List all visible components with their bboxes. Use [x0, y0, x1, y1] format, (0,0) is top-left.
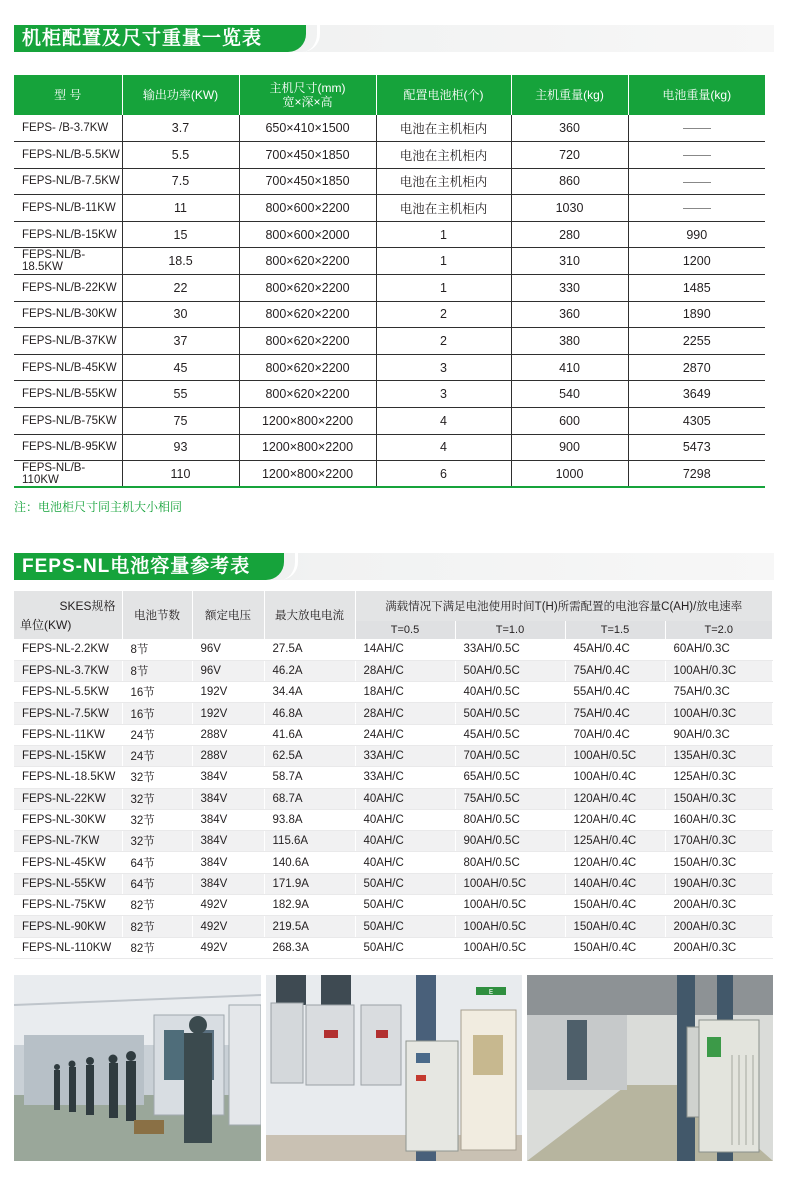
col-capacity-group: 满载情况下满足电池使用时间T(H)所需配置的电池容量C(AH)/放电速率 [355, 591, 773, 621]
cell-power: 75 [122, 408, 239, 435]
cell-battery-weight: 4305 [628, 408, 765, 435]
cell-max-current: 41.6A [264, 724, 355, 745]
cell-battery-weight [628, 115, 765, 142]
cell-cells: 32节 [122, 831, 192, 852]
cell-cap-t20: 75AH/0.3C [665, 682, 773, 703]
cell-cells: 16节 [122, 703, 192, 724]
cell-cells: 32节 [122, 788, 192, 809]
cell-model: FEPS-NL-110KW [14, 937, 122, 958]
cell-cap-t15: 55AH/0.4C [565, 682, 665, 703]
cell-battery-weight: 1890 [628, 301, 765, 328]
cell-cap-t20: 200AH/0.3C [665, 895, 773, 916]
col-t10: T=1.0 [455, 621, 565, 639]
cell-host-weight: 540 [511, 381, 628, 408]
cell-cells: 16节 [122, 682, 192, 703]
config-row [14, 142, 765, 169]
capacity-row [14, 831, 773, 852]
cell-cap-t05: 33AH/C [355, 745, 455, 766]
col-model: 型 号 [14, 75, 122, 115]
capacity-row [14, 873, 773, 894]
cell-max-current: 182.9A [264, 895, 355, 916]
photo-installed-cabinets [266, 975, 522, 1161]
cell-battery-weight: 3649 [628, 381, 765, 408]
cell-max-current: 62.5A [264, 745, 355, 766]
cell-cap-t15: 150AH/0.4C [565, 937, 665, 958]
cell-size: 800×620×2200 [239, 248, 376, 275]
cell-cap-t05: 50AH/C [355, 873, 455, 894]
cell-battery-weight: 5473 [628, 434, 765, 461]
cell-battery-weight: 1485 [628, 275, 765, 302]
cell-max-current: 68.7A [264, 788, 355, 809]
cell-model: FEPS- /B-3.7KW [14, 115, 122, 142]
capacity-row [14, 767, 773, 788]
cell-size: 1200×800×2200 [239, 461, 376, 488]
cell-cells: 32节 [122, 767, 192, 788]
cell-voltage: 492V [192, 916, 264, 937]
cell-cap-t15: 120AH/0.4C [565, 809, 665, 830]
cell-max-current: 46.8A [264, 703, 355, 724]
cell-model: FEPS-NL-11KW [14, 724, 122, 745]
cell-power: 15 [122, 221, 239, 248]
config-row [14, 354, 765, 381]
cell-host-weight: 860 [511, 168, 628, 195]
cell-model: FEPS-NL/B-18.5KW [14, 248, 122, 275]
cell-host-weight: 280 [511, 221, 628, 248]
cell-cap-t20: 150AH/0.3C [665, 852, 773, 873]
cell-cells: 82节 [122, 895, 192, 916]
cell-power: 37 [122, 328, 239, 355]
col-voltage: 额定电压 [192, 591, 264, 639]
empty-dash [683, 182, 711, 183]
cell-model: FEPS-NL/B-5.5KW [14, 142, 122, 169]
cell-host-weight: 360 [511, 301, 628, 328]
cell-battery-weight: 990 [628, 221, 765, 248]
cell-cap-t15: 140AH/0.4C [565, 873, 665, 894]
cell-voltage: 288V [192, 724, 264, 745]
col-t05: T=0.5 [355, 621, 455, 639]
cell-model: FEPS-NL-55KW [14, 873, 122, 894]
cell-cap-t05: 24AH/C [355, 724, 455, 745]
cell-model: FEPS-NL/B-7.5KW [14, 168, 122, 195]
cell-cap-t20: 160AH/0.3C [665, 809, 773, 830]
cell-cap-t05: 40AH/C [355, 788, 455, 809]
section-banner-capacity [14, 553, 774, 580]
cell-model: FEPS-NL/B-95KW [14, 434, 122, 461]
cell-voltage: 384V [192, 788, 264, 809]
cell-voltage: 96V [192, 660, 264, 681]
cell-voltage: 192V [192, 703, 264, 724]
capacity-row [14, 895, 773, 916]
cell-cap-t10: 100AH/0.5C [455, 916, 565, 937]
cell-power: 5.5 [122, 142, 239, 169]
cell-size: 1200×800×2200 [239, 434, 376, 461]
capacity-row [14, 703, 773, 724]
config-row [14, 115, 765, 142]
photo-corridor-cabinet [527, 975, 773, 1161]
config-row [14, 461, 765, 488]
cell-max-current: 34.4A [264, 682, 355, 703]
cell-model: FEPS-NL-3.7KW [14, 660, 122, 681]
capacity-row [14, 745, 773, 766]
cell-cap-t20: 90AH/0.3C [665, 724, 773, 745]
cell-host-weight: 380 [511, 328, 628, 355]
cell-cap-t10: 80AH/0.5C [455, 809, 565, 830]
col-spec [14, 591, 122, 639]
cell-cap-t10: 70AH/0.5C [455, 745, 565, 766]
cell-cap-t10: 100AH/0.5C [455, 937, 565, 958]
cell-voltage: 384V [192, 767, 264, 788]
config-row [14, 328, 765, 355]
capacity-row [14, 660, 773, 681]
cell-power: 11 [122, 195, 239, 222]
cell-host-weight: 1030 [511, 195, 628, 222]
cell-model: FEPS-NL/B-110KW [14, 461, 122, 488]
cell-host-weight: 600 [511, 408, 628, 435]
capacity-row [14, 682, 773, 703]
cell-cap-t05: 18AH/C [355, 682, 455, 703]
cell-cap-t15: 150AH/0.4C [565, 916, 665, 937]
cell-battery: 4 [376, 408, 511, 435]
unit-label: 单位(KW) [20, 618, 72, 632]
cell-battery: 电池在主机柜内 [376, 142, 511, 169]
col-cells: 电池节数 [122, 591, 192, 639]
cell-cells: 82节 [122, 937, 192, 958]
col-size-line2: 宽×深×高 [282, 95, 333, 109]
section-title-config: 机柜配置及尺寸重量一览表 [14, 25, 306, 52]
col-host-weight: 主机重量(kg) [511, 75, 628, 115]
cell-cap-t20: 100AH/0.3C [665, 660, 773, 681]
cell-model: FEPS-NL-90KW [14, 916, 122, 937]
cell-cap-t10: 65AH/0.5C [455, 767, 565, 788]
cell-model: FEPS-NL/B-22KW [14, 275, 122, 302]
cell-battery: 1 [376, 275, 511, 302]
cell-cap-t20: 200AH/0.3C [665, 937, 773, 958]
cell-battery: 3 [376, 354, 511, 381]
cell-cap-t15: 100AH/0.5C [565, 745, 665, 766]
cell-cap-t20: 200AH/0.3C [665, 916, 773, 937]
cell-cap-t10: 100AH/0.5C [455, 873, 565, 894]
config-row [14, 195, 765, 222]
cell-battery: 4 [376, 434, 511, 461]
col-battery-weight: 电池重量(kg) [628, 75, 765, 115]
cell-power: 55 [122, 381, 239, 408]
cell-model: FEPS-NL/B-45KW [14, 354, 122, 381]
config-table-header [14, 75, 765, 115]
cell-model: FEPS-NL-15KW [14, 745, 122, 766]
config-row [14, 301, 765, 328]
config-row [14, 434, 765, 461]
section-banner-config [14, 25, 774, 52]
cell-cap-t20: 190AH/0.3C [665, 873, 773, 894]
cell-cap-t05: 28AH/C [355, 660, 455, 681]
cell-cells: 64节 [122, 873, 192, 894]
cell-battery: 6 [376, 461, 511, 488]
cell-model: FEPS-NL/B-37KW [14, 328, 122, 355]
cell-cap-t10: 50AH/0.5C [455, 703, 565, 724]
cell-voltage: 384V [192, 809, 264, 830]
cell-cap-t20: 60AH/0.3C [665, 639, 773, 660]
cell-max-current: 27.5A [264, 639, 355, 660]
empty-dash [683, 155, 711, 156]
cell-cells: 64节 [122, 852, 192, 873]
cell-max-current: 219.5A [264, 916, 355, 937]
cell-power: 3.7 [122, 115, 239, 142]
cell-voltage: 192V [192, 682, 264, 703]
capacity-row [14, 937, 773, 958]
cell-cap-t10: 40AH/0.5C [455, 682, 565, 703]
empty-dash [683, 208, 711, 209]
cell-cap-t20: 100AH/0.3C [665, 703, 773, 724]
cell-cap-t05: 40AH/C [355, 831, 455, 852]
cell-battery-weight: 1200 [628, 248, 765, 275]
capacity-row [14, 724, 773, 745]
cell-battery: 2 [376, 301, 511, 328]
photo-factory-workers [14, 975, 261, 1161]
cell-model: FEPS-NL-7KW [14, 831, 122, 852]
cell-cap-t10: 45AH/0.5C [455, 724, 565, 745]
cell-model: FEPS-NL-22KW [14, 788, 122, 809]
cell-battery: 电池在主机柜内 [376, 115, 511, 142]
cell-cap-t15: 120AH/0.4C [565, 852, 665, 873]
cell-cap-t20: 125AH/0.3C [665, 767, 773, 788]
cell-cap-t15: 70AH/0.4C [565, 724, 665, 745]
cell-cap-t05: 50AH/C [355, 937, 455, 958]
config-row [14, 168, 765, 195]
cell-power: 110 [122, 461, 239, 488]
cell-cap-t20: 135AH/0.3C [665, 745, 773, 766]
cell-voltage: 384V [192, 852, 264, 873]
cell-voltage: 384V [192, 873, 264, 894]
cell-voltage: 288V [192, 745, 264, 766]
cell-model: FEPS-NL-75KW [14, 895, 122, 916]
section-title-capacity: FEPS-NL电池容量参考表 [14, 553, 284, 580]
cell-cap-t10: 80AH/0.5C [455, 852, 565, 873]
empty-dash [683, 128, 711, 129]
cell-cap-t20: 170AH/0.3C [665, 831, 773, 852]
col-t20: T=2.0 [665, 621, 773, 639]
cell-cap-t05: 40AH/C [355, 852, 455, 873]
cell-battery-weight: 7298 [628, 461, 765, 488]
cell-battery-weight: 2870 [628, 354, 765, 381]
cell-cap-t15: 125AH/0.4C [565, 831, 665, 852]
cell-cells: 32节 [122, 809, 192, 830]
cell-host-weight: 1000 [511, 461, 628, 488]
cell-size: 1200×800×2200 [239, 408, 376, 435]
cell-host-weight: 310 [511, 248, 628, 275]
cell-power: 22 [122, 275, 239, 302]
cell-max-current: 46.2A [264, 660, 355, 681]
cell-host-weight: 900 [511, 434, 628, 461]
col-size-line1: 主机尺寸(mm) [269, 81, 346, 95]
cell-power: 30 [122, 301, 239, 328]
cell-voltage: 492V [192, 937, 264, 958]
col-battery-cabinet: 配置电池柜(个) [376, 75, 511, 115]
cell-cells: 8节 [122, 660, 192, 681]
cell-size: 800×620×2200 [239, 301, 376, 328]
cell-battery: 电池在主机柜内 [376, 168, 511, 195]
cell-size: 700×450×1850 [239, 142, 376, 169]
config-table [14, 75, 765, 488]
cell-battery: 1 [376, 248, 511, 275]
col-max-current: 最大放电电流 [264, 591, 355, 639]
cell-size: 800×620×2200 [239, 381, 376, 408]
cell-size: 650×410×1500 [239, 115, 376, 142]
cell-cap-t05: 33AH/C [355, 767, 455, 788]
cell-model: FEPS-NL/B-15KW [14, 221, 122, 248]
cell-battery-weight [628, 168, 765, 195]
cell-max-current: 140.6A [264, 852, 355, 873]
cell-host-weight: 360 [511, 115, 628, 142]
cell-size: 800×620×2200 [239, 328, 376, 355]
cell-model: FEPS-NL-7.5KW [14, 703, 122, 724]
exit-sign-letter: E [488, 988, 494, 996]
cell-max-current: 115.6A [264, 831, 355, 852]
cell-size: 800×620×2200 [239, 354, 376, 381]
cell-battery: 电池在主机柜内 [376, 195, 511, 222]
cell-size: 800×620×2200 [239, 275, 376, 302]
capacity-table [14, 591, 773, 959]
cell-cap-t05: 40AH/C [355, 809, 455, 830]
spec-label: SKES规格 [59, 599, 116, 613]
cell-cells: 82节 [122, 916, 192, 937]
cell-model: FEPS-NL-5.5KW [14, 682, 122, 703]
cell-model: FEPS-NL/B-11KW [14, 195, 122, 222]
cell-battery-weight: 2255 [628, 328, 765, 355]
cell-battery-weight [628, 195, 765, 222]
cell-cells: 24节 [122, 724, 192, 745]
cell-max-current: 93.8A [264, 809, 355, 830]
config-row [14, 408, 765, 435]
cell-voltage: 384V [192, 831, 264, 852]
cell-size: 700×450×1850 [239, 168, 376, 195]
cell-host-weight: 410 [511, 354, 628, 381]
cell-model: FEPS-NL-2.2KW [14, 639, 122, 660]
capacity-row [14, 916, 773, 937]
cell-cap-t05: 50AH/C [355, 895, 455, 916]
cell-cap-t05: 28AH/C [355, 703, 455, 724]
cell-cap-t15: 75AH/0.4C [565, 660, 665, 681]
config-note: 注：电池柜尺寸同主机大小相同 [14, 500, 183, 514]
cell-power: 18.5 [122, 248, 239, 275]
col-power: 输出功率(KW) [122, 75, 239, 115]
cell-cap-t15: 45AH/0.4C [565, 639, 665, 660]
cell-size: 800×600×2000 [239, 221, 376, 248]
cell-power: 93 [122, 434, 239, 461]
cell-cap-t05: 50AH/C [355, 916, 455, 937]
capacity-row [14, 639, 773, 660]
cell-model: FEPS-NL/B-55KW [14, 381, 122, 408]
cell-cap-t15: 150AH/0.4C [565, 895, 665, 916]
cell-cap-t15: 120AH/0.4C [565, 788, 665, 809]
cell-cap-t20: 150AH/0.3C [665, 788, 773, 809]
cell-model: FEPS-NL-45KW [14, 852, 122, 873]
capacity-row [14, 852, 773, 873]
config-row [14, 221, 765, 248]
cell-battery: 3 [376, 381, 511, 408]
cell-cells: 24节 [122, 745, 192, 766]
capacity-row [14, 788, 773, 809]
cell-battery: 2 [376, 328, 511, 355]
cell-model: FEPS-NL/B-75KW [14, 408, 122, 435]
col-t15: T=1.5 [565, 621, 665, 639]
cell-battery-weight [628, 142, 765, 169]
config-row [14, 381, 765, 408]
cell-cells: 8节 [122, 639, 192, 660]
cell-host-weight: 330 [511, 275, 628, 302]
cell-cap-t10: 100AH/0.5C [455, 895, 565, 916]
cell-model: FEPS-NL-30KW [14, 809, 122, 830]
config-row [14, 248, 765, 275]
config-row [14, 275, 765, 302]
cell-voltage: 96V [192, 639, 264, 660]
cell-model: FEPS-NL/B-30KW [14, 301, 122, 328]
cell-voltage: 492V [192, 895, 264, 916]
cell-max-current: 268.3A [264, 937, 355, 958]
cell-max-current: 171.9A [264, 873, 355, 894]
cell-cap-t15: 75AH/0.4C [565, 703, 665, 724]
cell-cap-t10: 33AH/0.5C [455, 639, 565, 660]
cell-power: 45 [122, 354, 239, 381]
capacity-row [14, 809, 773, 830]
cell-cap-t10: 75AH/0.5C [455, 788, 565, 809]
cell-cap-t05: 14AH/C [355, 639, 455, 660]
cell-battery: 1 [376, 221, 511, 248]
cell-cap-t15: 100AH/0.4C [565, 767, 665, 788]
cell-host-weight: 720 [511, 142, 628, 169]
cell-cap-t10: 90AH/0.5C [455, 831, 565, 852]
cell-max-current: 58.7A [264, 767, 355, 788]
cell-power: 7.5 [122, 168, 239, 195]
cell-cap-t10: 50AH/0.5C [455, 660, 565, 681]
capacity-table-header [14, 591, 773, 621]
col-size [239, 75, 376, 115]
cell-size: 800×600×2200 [239, 195, 376, 222]
cell-model: FEPS-NL-18.5KW [14, 767, 122, 788]
